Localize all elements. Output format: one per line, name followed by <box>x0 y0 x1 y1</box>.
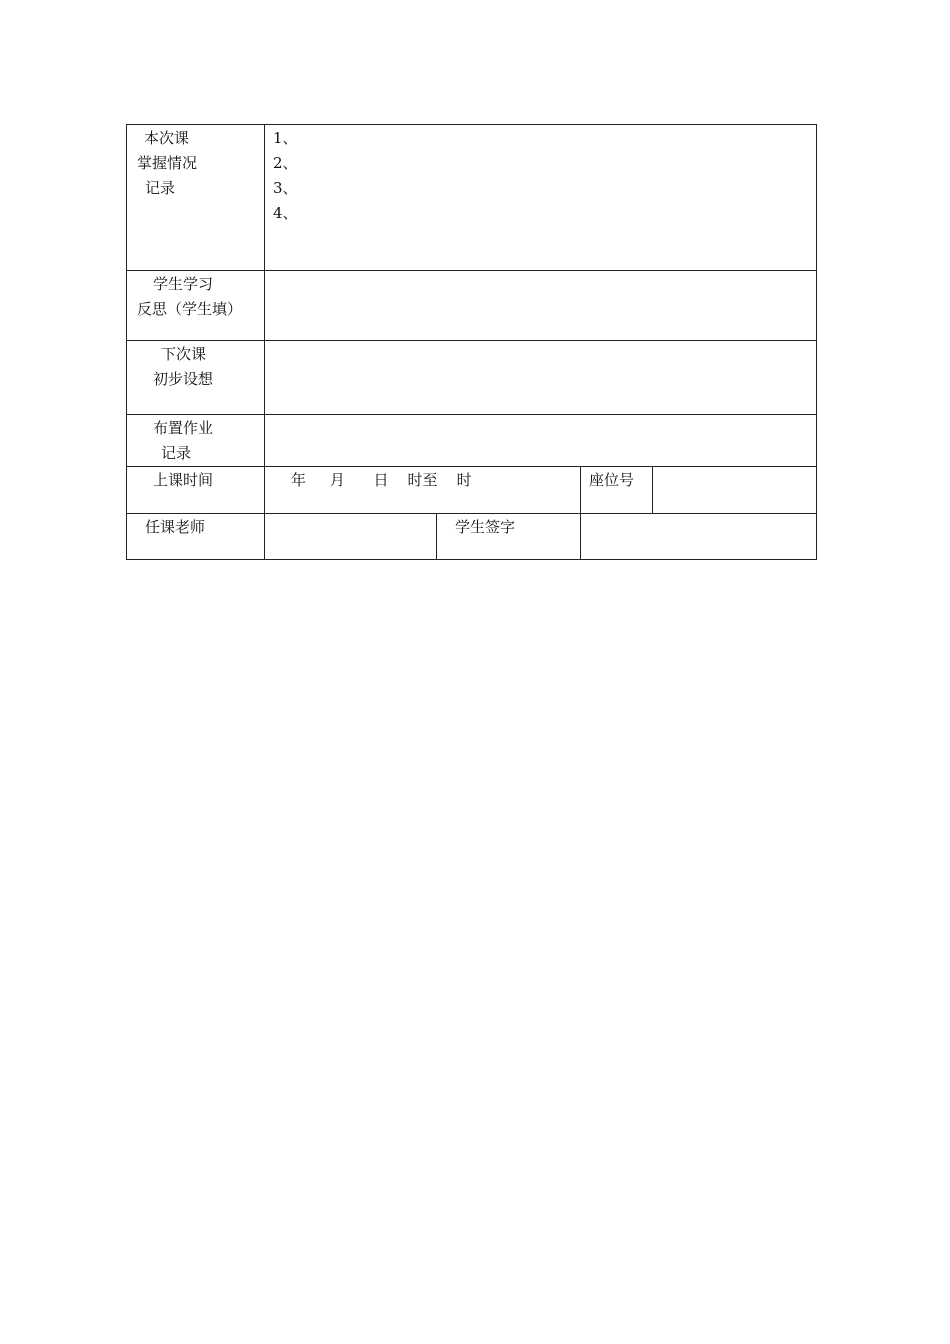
mastery-item-1: 1、 <box>273 129 298 147</box>
next-lesson-content-cell[interactable] <box>265 341 817 415</box>
homework-row <box>127 415 817 467</box>
mastery-label-cell <box>127 125 265 271</box>
lesson-record-table <box>126 124 817 560</box>
next-lesson-label-line-2: 初步设想 <box>153 370 214 388</box>
reflection-label-cell <box>127 271 265 341</box>
class-time-label-cell <box>127 467 265 514</box>
student-sign-label: 学生签字 <box>455 518 516 536</box>
class-time-label: 上课时间 <box>153 471 214 489</box>
mastery-label-line-1: 本次课 <box>144 129 190 147</box>
next-lesson-label-cell <box>127 341 265 415</box>
seat-label: 座位号 <box>589 471 635 489</box>
seat-label-cell <box>581 467 653 514</box>
mastery-item-2: 2、 <box>273 154 298 172</box>
student-sign-value-cell[interactable] <box>581 514 817 560</box>
homework-label-line-1: 布置作业 <box>153 419 214 437</box>
teacher-value-cell[interactable] <box>265 514 437 560</box>
reflection-row <box>127 271 817 341</box>
student-sign-label-cell <box>437 514 581 560</box>
mastery-item-4: 4、 <box>273 204 298 222</box>
signature-row <box>127 514 817 560</box>
class-time-value: 年 月 日 时至 时 <box>291 471 472 489</box>
next-lesson-row <box>127 341 817 415</box>
teacher-label-cell <box>127 514 265 560</box>
teacher-label: 任课老师 <box>145 518 206 536</box>
seat-value-cell[interactable] <box>653 467 817 514</box>
next-lesson-label-line-1: 下次课 <box>161 345 207 363</box>
mastery-label-line-2: 掌握情况 <box>137 154 198 172</box>
mastery-label-line-3: 记录 <box>145 179 176 197</box>
homework-label-line-2: 记录 <box>161 444 192 462</box>
mastery-content-cell[interactable] <box>265 125 817 271</box>
class-time-value-cell[interactable] <box>265 467 581 514</box>
homework-content-cell[interactable] <box>265 415 817 467</box>
class-time-row <box>127 467 817 514</box>
mastery-row <box>127 125 817 271</box>
reflection-label-line-1: 学生学习 <box>153 275 214 293</box>
reflection-content-cell[interactable] <box>265 271 817 341</box>
reflection-label-line-2: 反思（学生填） <box>137 300 243 318</box>
mastery-item-3: 3、 <box>273 179 298 197</box>
homework-label-cell <box>127 415 265 467</box>
